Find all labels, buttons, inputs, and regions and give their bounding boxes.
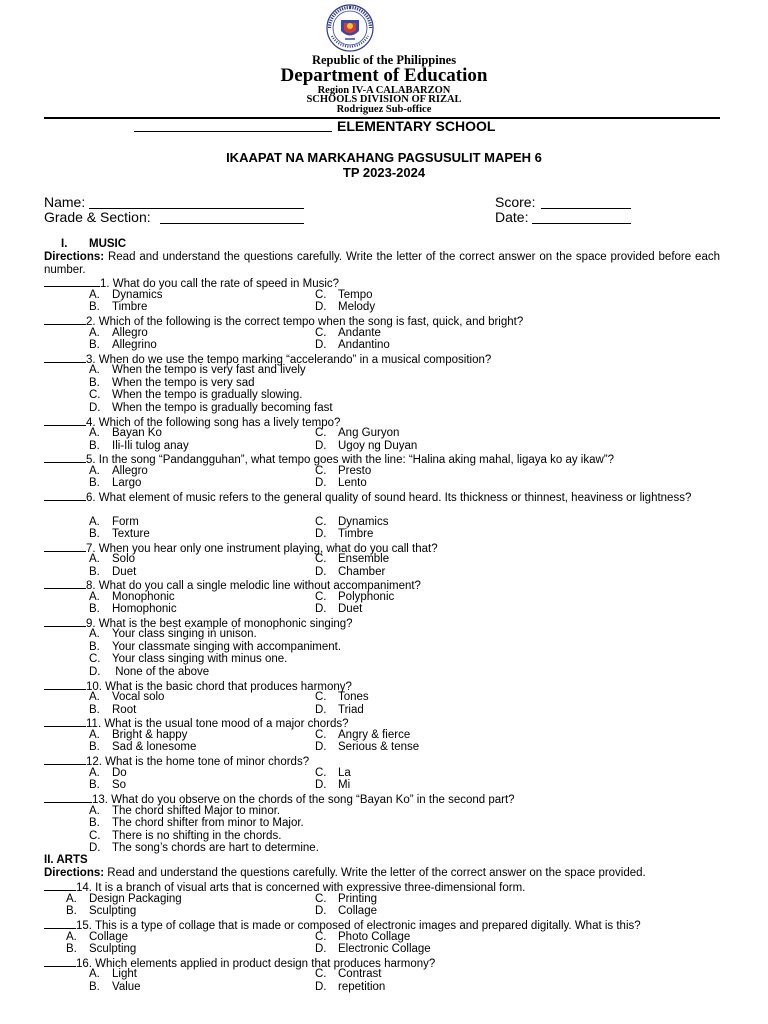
option-letter: D. — [315, 301, 327, 313]
answer-blank[interactable] — [44, 352, 86, 363]
option-letter: B. — [89, 779, 100, 791]
option-letter: A. — [89, 364, 100, 376]
option-label: Triad — [338, 704, 364, 716]
option-d — [315, 741, 419, 753]
exam-title: IKAAPAT NA MARKAHANG PAGSUSULIT MAPEH 6 — [226, 150, 542, 165]
option-letter: C. — [315, 591, 327, 603]
option-b — [89, 440, 189, 452]
option-letter: C. — [89, 653, 101, 665]
option-d — [315, 943, 431, 955]
answer-blank[interactable] — [44, 792, 92, 803]
option-label: Sculpting — [89, 943, 137, 955]
option-label: When the tempo is gradually slowing. — [112, 389, 303, 401]
option-label: Ensemble — [338, 553, 390, 565]
option-label: Angry & fierce — [338, 729, 411, 741]
answer-blank[interactable] — [44, 616, 86, 627]
option-label: Collage — [89, 931, 128, 943]
option-label: There is no shifting in the chords. — [112, 830, 282, 842]
answer-blank[interactable] — [44, 880, 76, 891]
option-label: Duet — [338, 603, 363, 615]
option-a — [89, 516, 139, 528]
option-letter: D. — [315, 339, 327, 351]
name-label: Name: — [44, 194, 86, 210]
option-a — [89, 805, 280, 817]
arts-question-3 — [44, 956, 720, 971]
option-letter: A. — [89, 553, 100, 565]
option-label: When the tempo is very sad — [112, 377, 255, 389]
music-question-12 — [44, 754, 720, 769]
option-letter: B. — [89, 704, 100, 716]
option-letter: A. — [89, 628, 100, 640]
option-letter: A. — [89, 767, 100, 779]
option-letter: C. — [315, 516, 327, 528]
option-label: So — [112, 779, 127, 791]
option-label: Melody — [338, 301, 376, 313]
option-letter: D. — [315, 477, 327, 489]
option-letter: C. — [315, 289, 327, 301]
score-label: Score: — [495, 194, 536, 210]
answer-blank[interactable] — [44, 276, 100, 287]
option-label: Your class singing in unison. — [112, 628, 257, 640]
option-letter: D. — [89, 666, 101, 678]
school-name-blank[interactable] — [134, 131, 332, 132]
option-letter: B. — [89, 641, 100, 653]
option-letter: B. — [89, 377, 100, 389]
option-label: Andantino — [338, 339, 390, 351]
question-text: 16. Which elements applied in product design that produces harmony? — [76, 958, 436, 970]
option-c — [315, 691, 369, 703]
option-letter: D. — [315, 440, 327, 452]
option-b — [89, 981, 141, 993]
option-letter: C. — [315, 767, 327, 779]
option-c — [315, 289, 373, 301]
option-label: Presto — [338, 465, 372, 477]
option-c — [315, 553, 389, 565]
question-text: 15. This is a type of collage that is made or composed of electronic images and prepared digitally. What is this? — [76, 920, 641, 932]
option-a — [89, 327, 148, 339]
option-label: Allegro — [112, 465, 148, 477]
grade-section-blank[interactable] — [160, 223, 304, 224]
option-d — [315, 981, 385, 993]
option-letter: C. — [315, 893, 327, 905]
option-d — [315, 528, 373, 540]
option-b — [89, 603, 177, 615]
school-name-label: ELEMENTARY SCHOOL — [337, 118, 496, 134]
option-letter: A. — [89, 729, 100, 741]
option-letter: A. — [89, 465, 100, 477]
option-label: Dynamics — [338, 516, 389, 528]
option-letter: C. — [315, 553, 327, 565]
deped-seal-logo — [326, 4, 374, 52]
directions-text: Read and understand the questions carefully. Write the letter of the correct answer on the space provided. — [107, 867, 646, 879]
option-letter: D. — [315, 779, 327, 791]
option-a — [89, 767, 127, 779]
answer-blank[interactable] — [44, 716, 86, 727]
option-c — [89, 830, 281, 842]
option-d — [315, 704, 364, 716]
option-letter: A. — [89, 691, 100, 703]
option-b — [89, 779, 126, 791]
option-label: Monophonic — [112, 591, 175, 603]
question-text: 7. When you hear only one instrument playing, what do you call that? — [86, 543, 438, 555]
option-letter: D. — [89, 842, 101, 854]
option-c — [315, 327, 381, 339]
question-text: 9. What is the best example of monophonic singing? — [86, 618, 353, 630]
option-label: Sad & lonesome — [112, 741, 197, 753]
option-letter: D. — [315, 905, 327, 917]
option-letter: A. — [66, 893, 77, 905]
option-letter: B. — [89, 566, 100, 578]
question-text: 5. In the song “Pandangguhan”, what tempo goes with the line: “Halina aking mahal, ligaya ko ay ikaw”? — [86, 454, 615, 466]
directions-text: Read and understand the questions carefully. Write the letter of the correct answer on the space provided before each number. — [44, 251, 720, 276]
option-letter: C. — [315, 729, 327, 741]
option-label: repetition — [338, 981, 386, 993]
option-a — [66, 893, 182, 905]
option-label: Ili-Ili tulog anay — [112, 440, 189, 452]
option-letter: A. — [89, 968, 100, 980]
option-letter: C. — [315, 465, 327, 477]
question-text: 10. What is the basic chord that produces harmony? — [86, 681, 352, 693]
question-text: 12. What is the home tone of minor chords? — [86, 756, 310, 768]
option-a — [66, 931, 128, 943]
option-label: Your classmate singing with accompaniment. — [112, 641, 342, 653]
option-label: Form — [112, 516, 139, 528]
option-letter: A. — [89, 327, 100, 339]
question-text: 3. When do we use the tempo marking “accelerando” in a musical composition? — [86, 354, 492, 366]
option-letter: A. — [89, 591, 100, 603]
arts-directions — [44, 867, 720, 880]
option-label: Your class singing with minus one. — [112, 653, 288, 665]
region-heading: Region IV-A CALABARZON — [317, 85, 451, 96]
answer-blank[interactable] — [44, 490, 86, 501]
option-label: La — [338, 767, 351, 779]
question-text: 14. It is a branch of visual arts that is concerned with expressive three-dimensional form. — [76, 882, 526, 894]
option-c — [315, 465, 371, 477]
option-label: Dynamics — [112, 289, 163, 301]
option-b — [89, 477, 141, 489]
option-letter: C. — [89, 389, 101, 401]
option-letter: B. — [89, 817, 100, 829]
option-a — [89, 729, 187, 741]
option-label: Allegro — [112, 327, 148, 339]
option-label: The chord shifted Major to minor. — [112, 805, 281, 817]
option-c — [315, 729, 410, 741]
option-label: Bayan Ko — [112, 427, 162, 439]
option-d — [315, 566, 385, 578]
option-letter: D. — [315, 528, 327, 540]
option-c — [315, 591, 394, 603]
option-a — [89, 465, 148, 477]
option-label: Ang Guryon — [338, 427, 400, 439]
option-label: Contrast — [338, 968, 382, 980]
option-label: The chord shifter from minor to Major. — [112, 817, 304, 829]
option-letter: B. — [89, 741, 100, 753]
division-heading: SCHOOLS DIVISION OF RIZAL — [306, 94, 462, 105]
question-text: 11. What is the usual tone mood of a major chords? — [86, 718, 349, 730]
question-text: 8. What do you call a single melodic line without accompaniment? — [86, 580, 421, 592]
option-a — [89, 591, 175, 603]
option-label: Sculpting — [89, 905, 137, 917]
option-d — [315, 477, 367, 489]
music-question-6 — [44, 490, 720, 505]
option-d — [89, 666, 209, 678]
option-label: When the tempo is gradually becoming fast — [112, 402, 333, 414]
option-label: Andante — [338, 327, 381, 339]
option-letter: A. — [89, 427, 100, 439]
answer-blank[interactable] — [44, 541, 86, 552]
republic-heading: Republic of the Philippines — [311, 53, 457, 67]
option-label: Printing — [338, 893, 377, 905]
answer-blank[interactable] — [44, 918, 76, 929]
option-d — [89, 402, 333, 414]
option-letter: A. — [89, 805, 100, 817]
option-a — [89, 427, 162, 439]
directions-label: Directions: — [44, 251, 105, 263]
option-letter: C. — [315, 327, 327, 339]
question-text: 13. What do you observe on the chords of the song “Bayan Ko” in the second part? — [92, 794, 515, 806]
option-c — [89, 389, 303, 401]
option-letter: D. — [89, 402, 101, 414]
option-label: Bright & happy — [112, 729, 188, 741]
department-heading: Department of Education — [280, 65, 488, 86]
option-c — [315, 931, 410, 943]
option-label: Duet — [112, 566, 137, 578]
option-label: Vocal solo — [112, 691, 165, 703]
directions-label: Directions: — [44, 867, 105, 879]
answer-blank[interactable] — [44, 578, 86, 589]
option-letter: A. — [89, 516, 100, 528]
question-text: 1. What do you call the rate of speed in Music? — [100, 278, 340, 290]
option-d — [315, 905, 377, 917]
option-letter: B. — [66, 905, 77, 917]
option-a — [89, 628, 257, 640]
option-letter: C. — [89, 830, 101, 842]
option-label: Do — [112, 767, 127, 779]
option-d — [315, 603, 362, 615]
option-a — [89, 289, 162, 301]
option-a — [89, 553, 135, 565]
option-letter: C. — [315, 427, 327, 439]
option-b — [89, 641, 341, 653]
option-letter: C. — [315, 968, 327, 980]
option-label: Root — [112, 704, 137, 716]
option-d — [315, 779, 350, 791]
grade-section-label: Grade & Section: — [44, 209, 151, 225]
question-text: 4. Which of the following song has a lively tempo? — [86, 417, 341, 429]
option-b — [89, 817, 304, 829]
option-letter: B. — [66, 943, 77, 955]
arts-section-title: II. ARTS — [44, 854, 88, 866]
option-b — [89, 741, 196, 753]
option-letter: C. — [315, 691, 327, 703]
option-c — [315, 516, 388, 528]
option-d — [315, 440, 417, 452]
answer-blank[interactable] — [44, 679, 86, 690]
option-label: Solo — [112, 553, 136, 565]
option-label: Homophonic — [112, 603, 177, 615]
music-numeral: I. — [61, 238, 68, 250]
question-text: 6. What element of music refers to the general quality of sound heard. Its thickness or thinnest, heaviness or lightness? — [86, 492, 692, 504]
date-label: Date: — [495, 209, 529, 225]
option-letter: A. — [66, 931, 77, 943]
option-letter: A. — [89, 289, 100, 301]
option-c — [315, 893, 377, 905]
option-label: Tones — [338, 691, 369, 703]
option-b — [89, 301, 147, 313]
option-label: Photo Collage — [338, 931, 411, 943]
option-label: The song’s chords are hart to determine. — [112, 842, 319, 854]
option-label: Design Packaging — [89, 893, 182, 905]
option-label: Allegrino — [112, 339, 157, 351]
option-label: Chamber — [338, 566, 386, 578]
answer-blank[interactable] — [44, 452, 86, 463]
score-blank[interactable] — [541, 208, 631, 209]
option-c — [89, 653, 287, 665]
answer-blank[interactable] — [44, 415, 86, 426]
option-label: Serious & tense — [338, 741, 420, 753]
question-text: 2. Which of the following is the correct tempo when the song is fast, quick, and bright? — [86, 316, 524, 328]
option-letter: D. — [315, 603, 327, 615]
option-a — [89, 364, 306, 376]
option-b — [89, 339, 157, 351]
option-b — [89, 528, 150, 540]
option-c — [315, 427, 399, 439]
option-letter: D. — [315, 566, 327, 578]
option-label: None of the above — [112, 666, 210, 678]
option-c — [315, 968, 381, 980]
option-letter: C. — [315, 931, 327, 943]
option-letter: B. — [89, 339, 100, 351]
option-b — [66, 905, 136, 917]
option-letter: D. — [315, 741, 327, 753]
option-label: Polyphonic — [338, 591, 395, 603]
option-b — [89, 377, 255, 389]
option-a — [89, 691, 164, 703]
music-directions — [44, 251, 720, 276]
option-c — [315, 767, 351, 779]
option-label: Ugoy ng Duyan — [338, 440, 418, 452]
option-label: Timbre — [338, 528, 374, 540]
option-a — [89, 968, 137, 980]
option-d — [89, 842, 319, 854]
option-letter: B. — [89, 477, 100, 489]
option-label: Value — [112, 981, 141, 993]
suboffice-heading: Rodriguez Sub-office — [336, 104, 432, 115]
option-d — [315, 301, 375, 313]
option-label: Texture — [112, 528, 150, 540]
option-b — [66, 943, 136, 955]
option-letter: B. — [89, 301, 100, 313]
option-label: When the tempo is very fast and lively — [112, 364, 306, 376]
option-label: Lento — [338, 477, 367, 489]
option-d — [315, 339, 390, 351]
music-section-title: MUSIC — [89, 238, 127, 250]
option-b — [89, 704, 136, 716]
option-label: Largo — [112, 477, 142, 489]
option-label: Tempo — [338, 289, 373, 301]
option-letter: B. — [89, 981, 100, 993]
option-label: Electronic Collage — [338, 943, 431, 955]
date-blank[interactable] — [532, 223, 631, 224]
option-letter: D. — [315, 943, 327, 955]
option-letter: D. — [315, 981, 327, 993]
option-letter: B. — [89, 440, 100, 452]
option-label: Collage — [338, 905, 377, 917]
option-label: Mi — [338, 779, 351, 791]
school-year: TP 2023-2024 — [342, 165, 426, 180]
option-label: Timbre — [112, 301, 148, 313]
option-letter: D. — [315, 704, 327, 716]
option-letter: B. — [89, 528, 100, 540]
option-label: Light — [112, 968, 137, 980]
option-b — [89, 566, 136, 578]
answer-blank[interactable] — [44, 754, 86, 765]
answer-blank[interactable] — [44, 956, 76, 967]
answer-blank[interactable] — [44, 314, 86, 325]
option-letter: B. — [89, 603, 100, 615]
